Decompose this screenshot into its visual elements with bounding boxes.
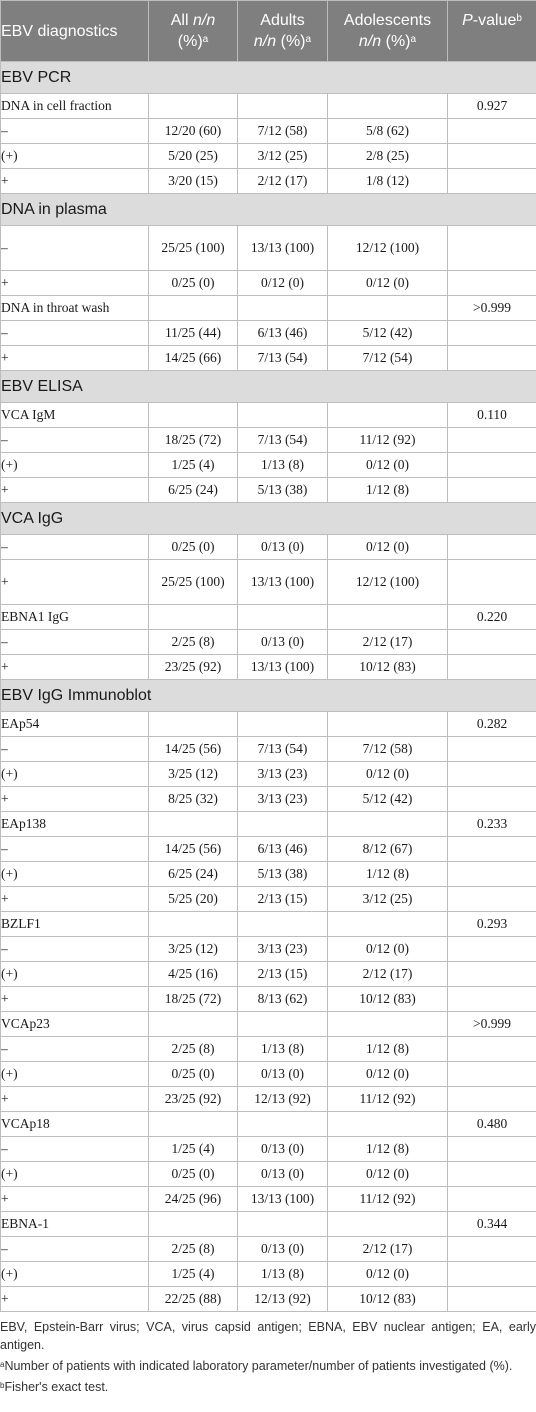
cell-adolescents xyxy=(328,94,448,119)
header-all-nn: n/n xyxy=(192,12,216,29)
table-row xyxy=(1,1062,536,1087)
cell-adolescents: 1/12 (8) xyxy=(328,478,448,503)
cell-adults: 0/13 (0) xyxy=(238,1062,328,1087)
cell-all: 2/25 (8) xyxy=(149,1037,238,1062)
cell-all: 14/25 (56) xyxy=(149,837,238,862)
cell-all: 23/25 (92) xyxy=(149,655,238,680)
cell-all xyxy=(149,605,238,630)
cell-p-value xyxy=(448,1162,536,1187)
table-row xyxy=(1,1262,536,1287)
cell-all: 1/25 (4) xyxy=(149,1137,238,1162)
row-label-cell: – xyxy=(1,1237,149,1262)
row-label-cell: + xyxy=(1,560,149,605)
cell-adults xyxy=(238,812,328,837)
section-header-label: EBV ELISA xyxy=(1,371,536,403)
footnote-abbreviations xyxy=(0,1318,536,1354)
header-all-text: All xyxy=(170,12,193,29)
cell-all xyxy=(149,1112,238,1137)
table-row xyxy=(1,1037,536,1062)
cell-adolescents xyxy=(328,1112,448,1137)
section-header-row xyxy=(1,503,536,535)
cell-all: 22/25 (88) xyxy=(149,1287,238,1312)
cell-adolescents: 0/12 (0) xyxy=(328,535,448,560)
cell-all: 5/25 (20) xyxy=(149,887,238,912)
header-p-value xyxy=(448,1,536,62)
cell-p-value xyxy=(448,560,536,605)
section-header-row xyxy=(1,680,536,712)
cell-p-value xyxy=(448,1237,536,1262)
table-row xyxy=(1,787,536,812)
cell-p-value xyxy=(448,987,536,1012)
cell-adolescents: 1/12 (8) xyxy=(328,1037,448,1062)
cell-all: 11/25 (44) xyxy=(149,321,238,346)
cell-adults: 13/13 (100) xyxy=(238,1187,328,1212)
cell-all: 6/25 (24) xyxy=(149,478,238,503)
section-header-row xyxy=(1,194,536,226)
table-row xyxy=(1,937,536,962)
section-header-row xyxy=(1,371,536,403)
row-label-cell: (+) xyxy=(1,862,149,887)
footnote-b-text: Fisher's exact test. xyxy=(4,1380,109,1394)
cell-p-value xyxy=(448,535,536,560)
cell-p-value xyxy=(448,837,536,862)
cell-adolescents: 7/12 (54) xyxy=(328,346,448,371)
cell-adults xyxy=(238,1212,328,1237)
cell-adults xyxy=(238,712,328,737)
footnote-abbreviations-text: EBV, Epstein-Barr virus; VCA, virus capsid antigen; EBNA, EBV nuclear antigen; EA, early antigen. xyxy=(0,1320,536,1352)
table-row xyxy=(1,478,536,503)
cell-adults: 0/13 (0) xyxy=(238,1162,328,1187)
table-footnotes xyxy=(0,1318,536,1399)
cell-all: 23/25 (92) xyxy=(149,1087,238,1112)
cell-p-value xyxy=(448,762,536,787)
table-row xyxy=(1,837,536,862)
cell-adolescents: 10/12 (83) xyxy=(328,987,448,1012)
cell-adolescents: 11/12 (92) xyxy=(328,1087,448,1112)
header-adolescents xyxy=(328,1,448,62)
table-row xyxy=(1,712,536,737)
cell-all: 3/25 (12) xyxy=(149,762,238,787)
row-label-cell: + xyxy=(1,787,149,812)
cell-all: 0/25 (0) xyxy=(149,535,238,560)
cell-p-value xyxy=(448,1087,536,1112)
row-label-cell: – xyxy=(1,737,149,762)
header-adolescents-text: Adolescents xyxy=(343,12,432,29)
row-label-cell: (+) xyxy=(1,962,149,987)
cell-adults: 13/13 (100) xyxy=(238,560,328,605)
row-label-cell: (+) xyxy=(1,1262,149,1287)
row-label-cell: + xyxy=(1,1087,149,1112)
table-row xyxy=(1,346,536,371)
header-p-text: -value xyxy=(472,12,517,29)
cell-all: 0/25 (0) xyxy=(149,271,238,296)
row-label-cell: + xyxy=(1,987,149,1012)
row-label-cell: (+) xyxy=(1,1162,149,1187)
header-adults-nn: n/n xyxy=(253,33,277,50)
cell-adults: 1/13 (8) xyxy=(238,453,328,478)
row-label-cell: + xyxy=(1,887,149,912)
cell-all: 1/25 (4) xyxy=(149,1262,238,1287)
cell-adolescents xyxy=(328,1212,448,1237)
cell-p-value xyxy=(448,887,536,912)
cell-adolescents: 0/12 (0) xyxy=(328,1062,448,1087)
cell-adults xyxy=(238,1112,328,1137)
cell-p-value xyxy=(448,1187,536,1212)
table-row xyxy=(1,912,536,937)
cell-p-value: 0.293 xyxy=(448,912,536,937)
cell-p-value xyxy=(448,346,536,371)
cell-p-value: 0.220 xyxy=(448,605,536,630)
table-row xyxy=(1,630,536,655)
cell-adults: 0/13 (0) xyxy=(238,535,328,560)
cell-p-value: 0.344 xyxy=(448,1212,536,1237)
header-adults-text: Adults xyxy=(260,12,305,29)
table-row xyxy=(1,1137,536,1162)
cell-p-value xyxy=(448,119,536,144)
cell-adolescents xyxy=(328,712,448,737)
footnote-a xyxy=(0,1357,536,1375)
cell-p-value xyxy=(448,169,536,194)
cell-all: 18/25 (72) xyxy=(149,987,238,1012)
cell-all: 24/25 (96) xyxy=(149,1187,238,1212)
cell-adults: 2/13 (15) xyxy=(238,887,328,912)
row-label-cell: + xyxy=(1,478,149,503)
header-ebv-diagnostics-text: EBV diagnostics xyxy=(1,22,118,40)
cell-adolescents: 0/12 (0) xyxy=(328,1162,448,1187)
table-row xyxy=(1,1212,536,1237)
cell-p-value xyxy=(448,1137,536,1162)
table-row xyxy=(1,605,536,630)
cell-p-value xyxy=(448,453,536,478)
cell-adults: 3/13 (23) xyxy=(238,787,328,812)
table-row xyxy=(1,428,536,453)
cell-adults: 2/13 (15) xyxy=(238,962,328,987)
cell-all: 4/25 (16) xyxy=(149,962,238,987)
row-label-cell: – xyxy=(1,937,149,962)
row-label-cell: BZLF1 xyxy=(1,912,149,937)
cell-adults xyxy=(238,296,328,321)
cell-adults: 7/12 (58) xyxy=(238,119,328,144)
row-label-cell: DNA in cell fraction xyxy=(1,94,149,119)
footnote-mark-b: b xyxy=(516,13,522,24)
cell-adolescents: 0/12 (0) xyxy=(328,453,448,478)
table-row xyxy=(1,226,536,271)
table-row xyxy=(1,812,536,837)
row-label-cell: – xyxy=(1,535,149,560)
row-label-cell: – xyxy=(1,428,149,453)
table-row xyxy=(1,1237,536,1262)
table-row xyxy=(1,1287,536,1312)
row-label-cell: – xyxy=(1,1137,149,1162)
section-header-row xyxy=(1,62,536,94)
cell-adolescents: 11/12 (92) xyxy=(328,428,448,453)
cell-all xyxy=(149,296,238,321)
cell-adults xyxy=(238,1012,328,1037)
cell-all xyxy=(149,403,238,428)
cell-p-value: 0.233 xyxy=(448,812,536,837)
cell-p-value xyxy=(448,478,536,503)
cell-adults xyxy=(238,605,328,630)
cell-adolescents: 5/12 (42) xyxy=(328,321,448,346)
row-label-cell: + xyxy=(1,346,149,371)
cell-adolescents: 5/12 (42) xyxy=(328,787,448,812)
cell-adults: 0/12 (0) xyxy=(238,271,328,296)
cell-p-value: >0.999 xyxy=(448,1012,536,1037)
cell-adults: 7/13 (54) xyxy=(238,428,328,453)
cell-adults: 0/13 (0) xyxy=(238,630,328,655)
table-row xyxy=(1,962,536,987)
row-label-cell: (+) xyxy=(1,453,149,478)
header-adolescents-nn: n/n xyxy=(358,33,382,50)
table-row xyxy=(1,453,536,478)
cell-all: 6/25 (24) xyxy=(149,862,238,887)
table-row xyxy=(1,119,536,144)
table-row xyxy=(1,987,536,1012)
cell-p-value xyxy=(448,737,536,762)
cell-all: 25/25 (100) xyxy=(149,560,238,605)
cell-p-value xyxy=(448,787,536,812)
cell-p-value: 0.480 xyxy=(448,1112,536,1137)
footnote-a-text: Number of patients with indicated laboratory parameter/number of patients investigated (%). xyxy=(4,1359,513,1373)
table-row xyxy=(1,1087,536,1112)
cell-p-value xyxy=(448,428,536,453)
cell-adults: 6/13 (46) xyxy=(238,321,328,346)
footnote-mark-a: a xyxy=(202,34,209,45)
cell-all: 12/20 (60) xyxy=(149,119,238,144)
row-label-cell: VCA IgM xyxy=(1,403,149,428)
cell-adolescents: 11/12 (92) xyxy=(328,1187,448,1212)
cell-adolescents xyxy=(328,812,448,837)
cell-adolescents: 10/12 (83) xyxy=(328,1287,448,1312)
cell-all xyxy=(149,812,238,837)
table-row xyxy=(1,655,536,680)
footnote-b-mark: b xyxy=(0,1381,5,1390)
cell-adults: 12/13 (92) xyxy=(238,1287,328,1312)
cell-p-value xyxy=(448,226,536,271)
table-row xyxy=(1,1162,536,1187)
cell-p-value xyxy=(448,962,536,987)
footnote-b xyxy=(0,1378,536,1396)
cell-adolescents: 12/12 (100) xyxy=(328,560,448,605)
cell-adolescents: 10/12 (83) xyxy=(328,655,448,680)
cell-adolescents: 2/12 (17) xyxy=(328,1237,448,1262)
table-row xyxy=(1,737,536,762)
section-header-label: DNA in plasma xyxy=(1,194,536,226)
cell-all: 18/25 (72) xyxy=(149,428,238,453)
cell-p-value: 0.927 xyxy=(448,94,536,119)
cell-adults: 5/13 (38) xyxy=(238,478,328,503)
section-header-label: VCA IgG xyxy=(1,503,536,535)
row-label-cell: EAp138 xyxy=(1,812,149,837)
cell-all: 0/25 (0) xyxy=(149,1162,238,1187)
cell-adults: 7/13 (54) xyxy=(238,737,328,762)
cell-adults xyxy=(238,94,328,119)
cell-all: 25/25 (100) xyxy=(149,226,238,271)
row-label-cell: VCAp18 xyxy=(1,1112,149,1137)
header-all xyxy=(149,1,238,62)
cell-all: 2/25 (8) xyxy=(149,630,238,655)
cell-adolescents: 0/12 (0) xyxy=(328,937,448,962)
row-label-cell: + xyxy=(1,655,149,680)
cell-all xyxy=(149,1012,238,1037)
row-label-cell: + xyxy=(1,1187,149,1212)
row-label-cell: (+) xyxy=(1,144,149,169)
row-label-cell: DNA in throat wash xyxy=(1,296,149,321)
cell-p-value: 0.110 xyxy=(448,403,536,428)
cell-adolescents xyxy=(328,605,448,630)
row-label-cell: – xyxy=(1,226,149,271)
cell-p-value xyxy=(448,1262,536,1287)
cell-adults: 1/13 (8) xyxy=(238,1037,328,1062)
cell-adolescents: 1/12 (8) xyxy=(328,1137,448,1162)
cell-p-value xyxy=(448,655,536,680)
table-row xyxy=(1,169,536,194)
cell-adolescents: 2/8 (25) xyxy=(328,144,448,169)
table-row xyxy=(1,862,536,887)
row-label-cell: EBNA-1 xyxy=(1,1212,149,1237)
cell-adolescents xyxy=(328,296,448,321)
cell-all: 14/25 (56) xyxy=(149,737,238,762)
cell-adolescents: 1/8 (12) xyxy=(328,169,448,194)
cell-adolescents: 2/12 (17) xyxy=(328,630,448,655)
table-row xyxy=(1,535,536,560)
table-row xyxy=(1,762,536,787)
cell-p-value xyxy=(448,271,536,296)
cell-adults: 7/13 (54) xyxy=(238,346,328,371)
header-p-italic: P xyxy=(462,12,473,29)
cell-adolescents: 1/12 (8) xyxy=(328,862,448,887)
header-adults-pct: (%) xyxy=(276,33,306,50)
header-ebv-diagnostics xyxy=(1,1,149,62)
cell-adults: 2/12 (17) xyxy=(238,169,328,194)
cell-adolescents: 2/12 (17) xyxy=(328,962,448,987)
table-row xyxy=(1,94,536,119)
table-row xyxy=(1,1012,536,1037)
row-label-cell: + xyxy=(1,169,149,194)
header-adults xyxy=(238,1,328,62)
cell-p-value xyxy=(448,937,536,962)
table-body xyxy=(1,62,536,1312)
cell-all xyxy=(149,712,238,737)
cell-all xyxy=(149,912,238,937)
cell-adolescents: 8/12 (67) xyxy=(328,837,448,862)
cell-adolescents xyxy=(328,403,448,428)
cell-adults: 3/12 (25) xyxy=(238,144,328,169)
cell-adults: 8/13 (62) xyxy=(238,987,328,1012)
footnote-a-mark: a xyxy=(0,1360,5,1369)
cell-p-value xyxy=(448,1062,536,1087)
cell-p-value xyxy=(448,1037,536,1062)
cell-adults: 1/13 (8) xyxy=(238,1262,328,1287)
cell-adolescents: 12/12 (100) xyxy=(328,226,448,271)
row-label-cell: – xyxy=(1,1037,149,1062)
cell-adults: 0/13 (0) xyxy=(238,1237,328,1262)
row-label-cell: EBNA1 IgG xyxy=(1,605,149,630)
table-header-row xyxy=(1,1,536,62)
table-row xyxy=(1,271,536,296)
cell-adolescents: 0/12 (0) xyxy=(328,1262,448,1287)
cell-adults: 3/13 (23) xyxy=(238,937,328,962)
row-label-cell: (+) xyxy=(1,762,149,787)
section-header-label: EBV PCR xyxy=(1,62,536,94)
header-all-pct: (%) xyxy=(177,33,203,50)
cell-adults: 13/13 (100) xyxy=(238,655,328,680)
cell-p-value xyxy=(448,862,536,887)
row-label-cell: EAp54 xyxy=(1,712,149,737)
cell-adults: 6/13 (46) xyxy=(238,837,328,862)
section-header-label: EBV IgG Immunoblot xyxy=(1,680,536,712)
cell-all: 14/25 (66) xyxy=(149,346,238,371)
cell-adults: 5/13 (38) xyxy=(238,862,328,887)
cell-all: 5/20 (25) xyxy=(149,144,238,169)
cell-all: 3/20 (15) xyxy=(149,169,238,194)
row-label-cell: VCAp23 xyxy=(1,1012,149,1037)
cell-p-value: 0.282 xyxy=(448,712,536,737)
row-label-cell: – xyxy=(1,837,149,862)
cell-p-value: >0.999 xyxy=(448,296,536,321)
cell-adolescents xyxy=(328,912,448,937)
cell-all: 3/25 (12) xyxy=(149,937,238,962)
cell-all xyxy=(149,94,238,119)
table-row xyxy=(1,403,536,428)
cell-adults xyxy=(238,403,328,428)
table-row xyxy=(1,887,536,912)
table-row xyxy=(1,144,536,169)
cell-adolescents: 3/12 (25) xyxy=(328,887,448,912)
cell-adults: 13/13 (100) xyxy=(238,226,328,271)
row-label-cell: (+) xyxy=(1,1062,149,1087)
table-row xyxy=(1,321,536,346)
cell-adults: 0/13 (0) xyxy=(238,1137,328,1162)
cell-p-value xyxy=(448,630,536,655)
table-row xyxy=(1,1112,536,1137)
cell-adolescents: 5/8 (62) xyxy=(328,119,448,144)
footnote-mark-a: a xyxy=(305,34,312,45)
table-row xyxy=(1,296,536,321)
cell-all: 1/25 (4) xyxy=(149,453,238,478)
cell-adolescents xyxy=(328,1012,448,1037)
cell-adolescents: 0/12 (0) xyxy=(328,762,448,787)
cell-p-value xyxy=(448,321,536,346)
cell-p-value xyxy=(448,144,536,169)
cell-all: 8/25 (32) xyxy=(149,787,238,812)
table-row xyxy=(1,1187,536,1212)
row-label-cell: + xyxy=(1,271,149,296)
row-label-cell: – xyxy=(1,321,149,346)
cell-p-value xyxy=(448,1287,536,1312)
cell-all: 2/25 (8) xyxy=(149,1237,238,1262)
cell-adolescents: 0/12 (0) xyxy=(328,271,448,296)
row-label-cell: + xyxy=(1,1287,149,1312)
cell-adults xyxy=(238,912,328,937)
table-row xyxy=(1,560,536,605)
cell-all: 0/25 (0) xyxy=(149,1062,238,1087)
cell-adults: 3/13 (23) xyxy=(238,762,328,787)
footnote-mark-a: a xyxy=(410,34,417,45)
cell-all xyxy=(149,1212,238,1237)
row-label-cell: – xyxy=(1,119,149,144)
row-label-cell: – xyxy=(1,630,149,655)
cell-adults: 12/13 (92) xyxy=(238,1087,328,1112)
cell-adolescents: 7/12 (58) xyxy=(328,737,448,762)
header-adolescents-pct: (%) xyxy=(381,33,411,50)
